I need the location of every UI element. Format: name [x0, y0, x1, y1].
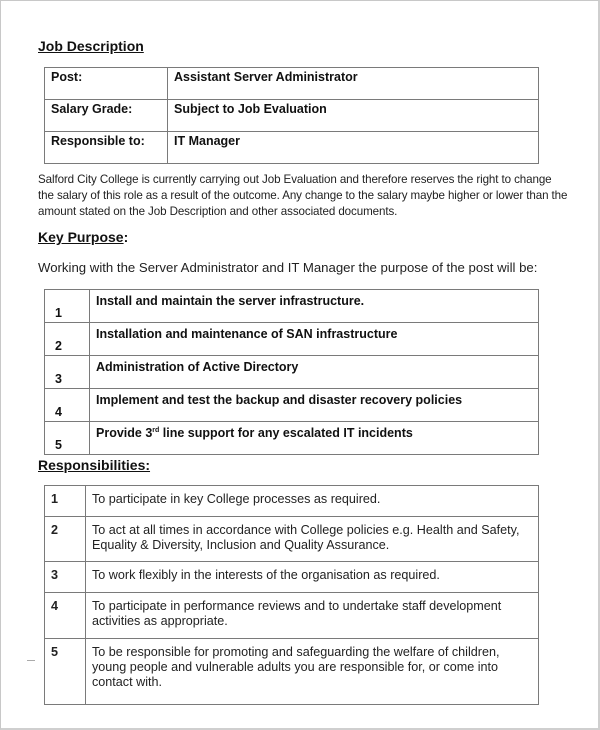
item-text: To be responsible for promoting and safeguarding the welfare of children, young people and vulnerable adults you are responsible for, or come into contact with. [86, 639, 539, 705]
item-number: 5 [45, 639, 86, 705]
item-text: To work flexibly in the interests of the organisation as required. [86, 562, 539, 593]
info-value: Subject to Job Evaluation [168, 100, 539, 132]
item-number: 4 [45, 389, 90, 422]
key-purpose-table [44, 289, 539, 455]
item-text: Administration of Active Directory [90, 356, 539, 389]
table-row [45, 389, 539, 422]
item-text: Install and maintain the server infrastructure. [90, 290, 539, 323]
item-text: To participate in key College processes as required. [86, 486, 539, 517]
item-number: 1 [45, 486, 86, 517]
table-row [45, 562, 539, 593]
table-row [45, 517, 539, 562]
item-text: Installation and maintenance of SAN infrastructure [90, 323, 539, 356]
item-number: 2 [45, 323, 90, 356]
table-row [45, 290, 539, 323]
item-number: 4 [45, 593, 86, 639]
info-label: Responsible to: [45, 132, 168, 164]
key-purpose-heading [38, 229, 128, 245]
item-text: To act at all times in accordance with College policies e.g. Health and Safety, Equality & Diversity, Inclusion and Quality Assurance. [86, 517, 539, 562]
table-row [45, 100, 539, 132]
table-row [45, 68, 539, 100]
item-number: 3 [45, 562, 86, 593]
info-label: Salary Grade: [45, 100, 168, 132]
job-evaluation-note: Salford City College is currently carrying out Job Evaluation and therefore reserves the right to change the salary of this role as a result of the outcome. Any change to the salary maybe higher or lower than the amount stated on the Job Description and other associated documents. [38, 173, 568, 218]
table-row [45, 323, 539, 356]
key-purpose-colon: : [123, 229, 129, 245]
item-text-after: line support for any escalated IT incidents [159, 426, 413, 440]
responsibilities-heading-text: Responsibilities: [38, 457, 151, 473]
item-text: Implement and test the backup and disaster recovery policies [90, 389, 539, 422]
key-purpose-heading-text: Key Purpose [38, 229, 124, 245]
info-label: Post: [45, 68, 168, 100]
item-text: To participate in performance reviews and to undertake staff development activities as appropriate. [86, 593, 539, 639]
item-number: 1 [45, 290, 90, 323]
table-row [45, 639, 539, 705]
job-info-table [44, 67, 539, 164]
item-number: 2 [45, 517, 86, 562]
table-row [45, 593, 539, 639]
key-purpose-intro: Working with the Server Administrator and IT Manager the purpose of the post will be: [38, 260, 538, 275]
table-row [45, 132, 539, 164]
responsibilities-heading [38, 457, 150, 473]
info-value: IT Manager [168, 132, 539, 164]
info-value: Assistant Server Administrator [168, 68, 539, 100]
responsibilities-table [44, 485, 539, 705]
item-number: 3 [45, 356, 90, 389]
table-row [45, 422, 539, 455]
item-text-before: Provide 3 [96, 426, 153, 440]
item-text [90, 422, 539, 455]
document-title [38, 38, 144, 54]
table-row [45, 356, 539, 389]
margin-mark [27, 660, 35, 661]
item-number: 5 [45, 422, 90, 455]
ordinal-suffix: rd [152, 426, 160, 434]
document-title-text: Job Description [38, 38, 144, 54]
table-row [45, 486, 539, 517]
